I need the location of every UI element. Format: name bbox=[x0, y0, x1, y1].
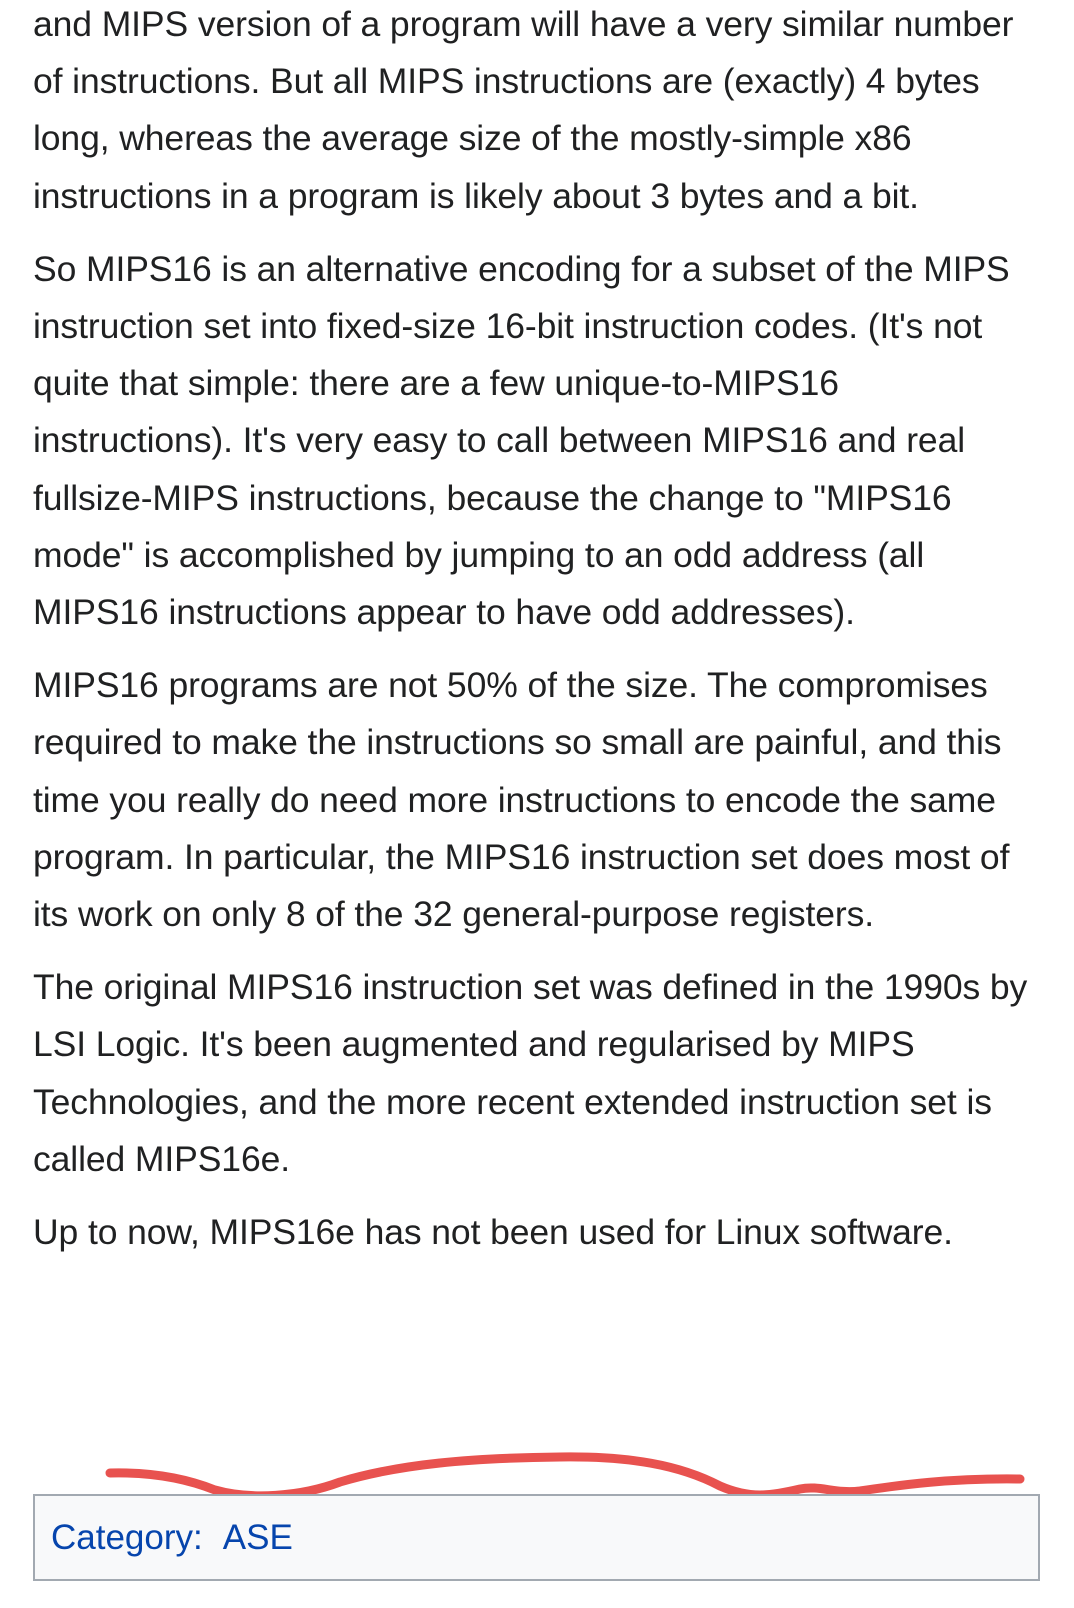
category-separator: : bbox=[193, 1517, 203, 1557]
article-body bbox=[33, 0, 1043, 1261]
category-links-box bbox=[33, 1494, 1040, 1581]
paragraph-mips16-encoding: So MIPS16 is an alternative encoding for a subset of the MIPS instruction set into fixed-size 16-bit instruction codes. (It's not quite that simple: there are a few unique-to-MIPS16 instructions). It's very easy to call between MIPS16 and real fullsize-MIPS instructions, because the change to "MIPS16 mode" is accomplished by jumping to an odd address (all MIPS16 instructions appear to have odd addresses). bbox=[33, 248, 1010, 633]
category-label-link[interactable]: Category bbox=[51, 1517, 194, 1557]
paragraph-mips16-size: MIPS16 programs are not 50% of the size. The compromises required to make the instructions so small are painful, and this time you really do need more instructions to encode the same program. In particular, the MIPS16 instruction set does most of its work on only 8 of the 32 general-purpose registers. bbox=[33, 665, 1010, 935]
hand-drawn-underline bbox=[110, 1457, 1020, 1496]
paragraph-linux-usage: Up to now, MIPS16e has not been used for Linux software. bbox=[33, 1212, 953, 1253]
paragraph-instruction-size: and MIPS version of a program will have a very similar number of instructions. But all MIPS instructions are (exactly) 4 bytes long, whereas the average size of the mostly-simple x86 instructions in a program is likely about 3 bytes and a bit. bbox=[33, 4, 1014, 216]
paragraph-mips16-history: The original MIPS16 instruction set was defined in the 1990s by LSI Logic. It's been augmented and regularised by MIPS Technologies, and the more recent extended instruction set is called MIPS16e. bbox=[33, 967, 1028, 1179]
category-link-ase[interactable]: ASE bbox=[222, 1517, 293, 1557]
